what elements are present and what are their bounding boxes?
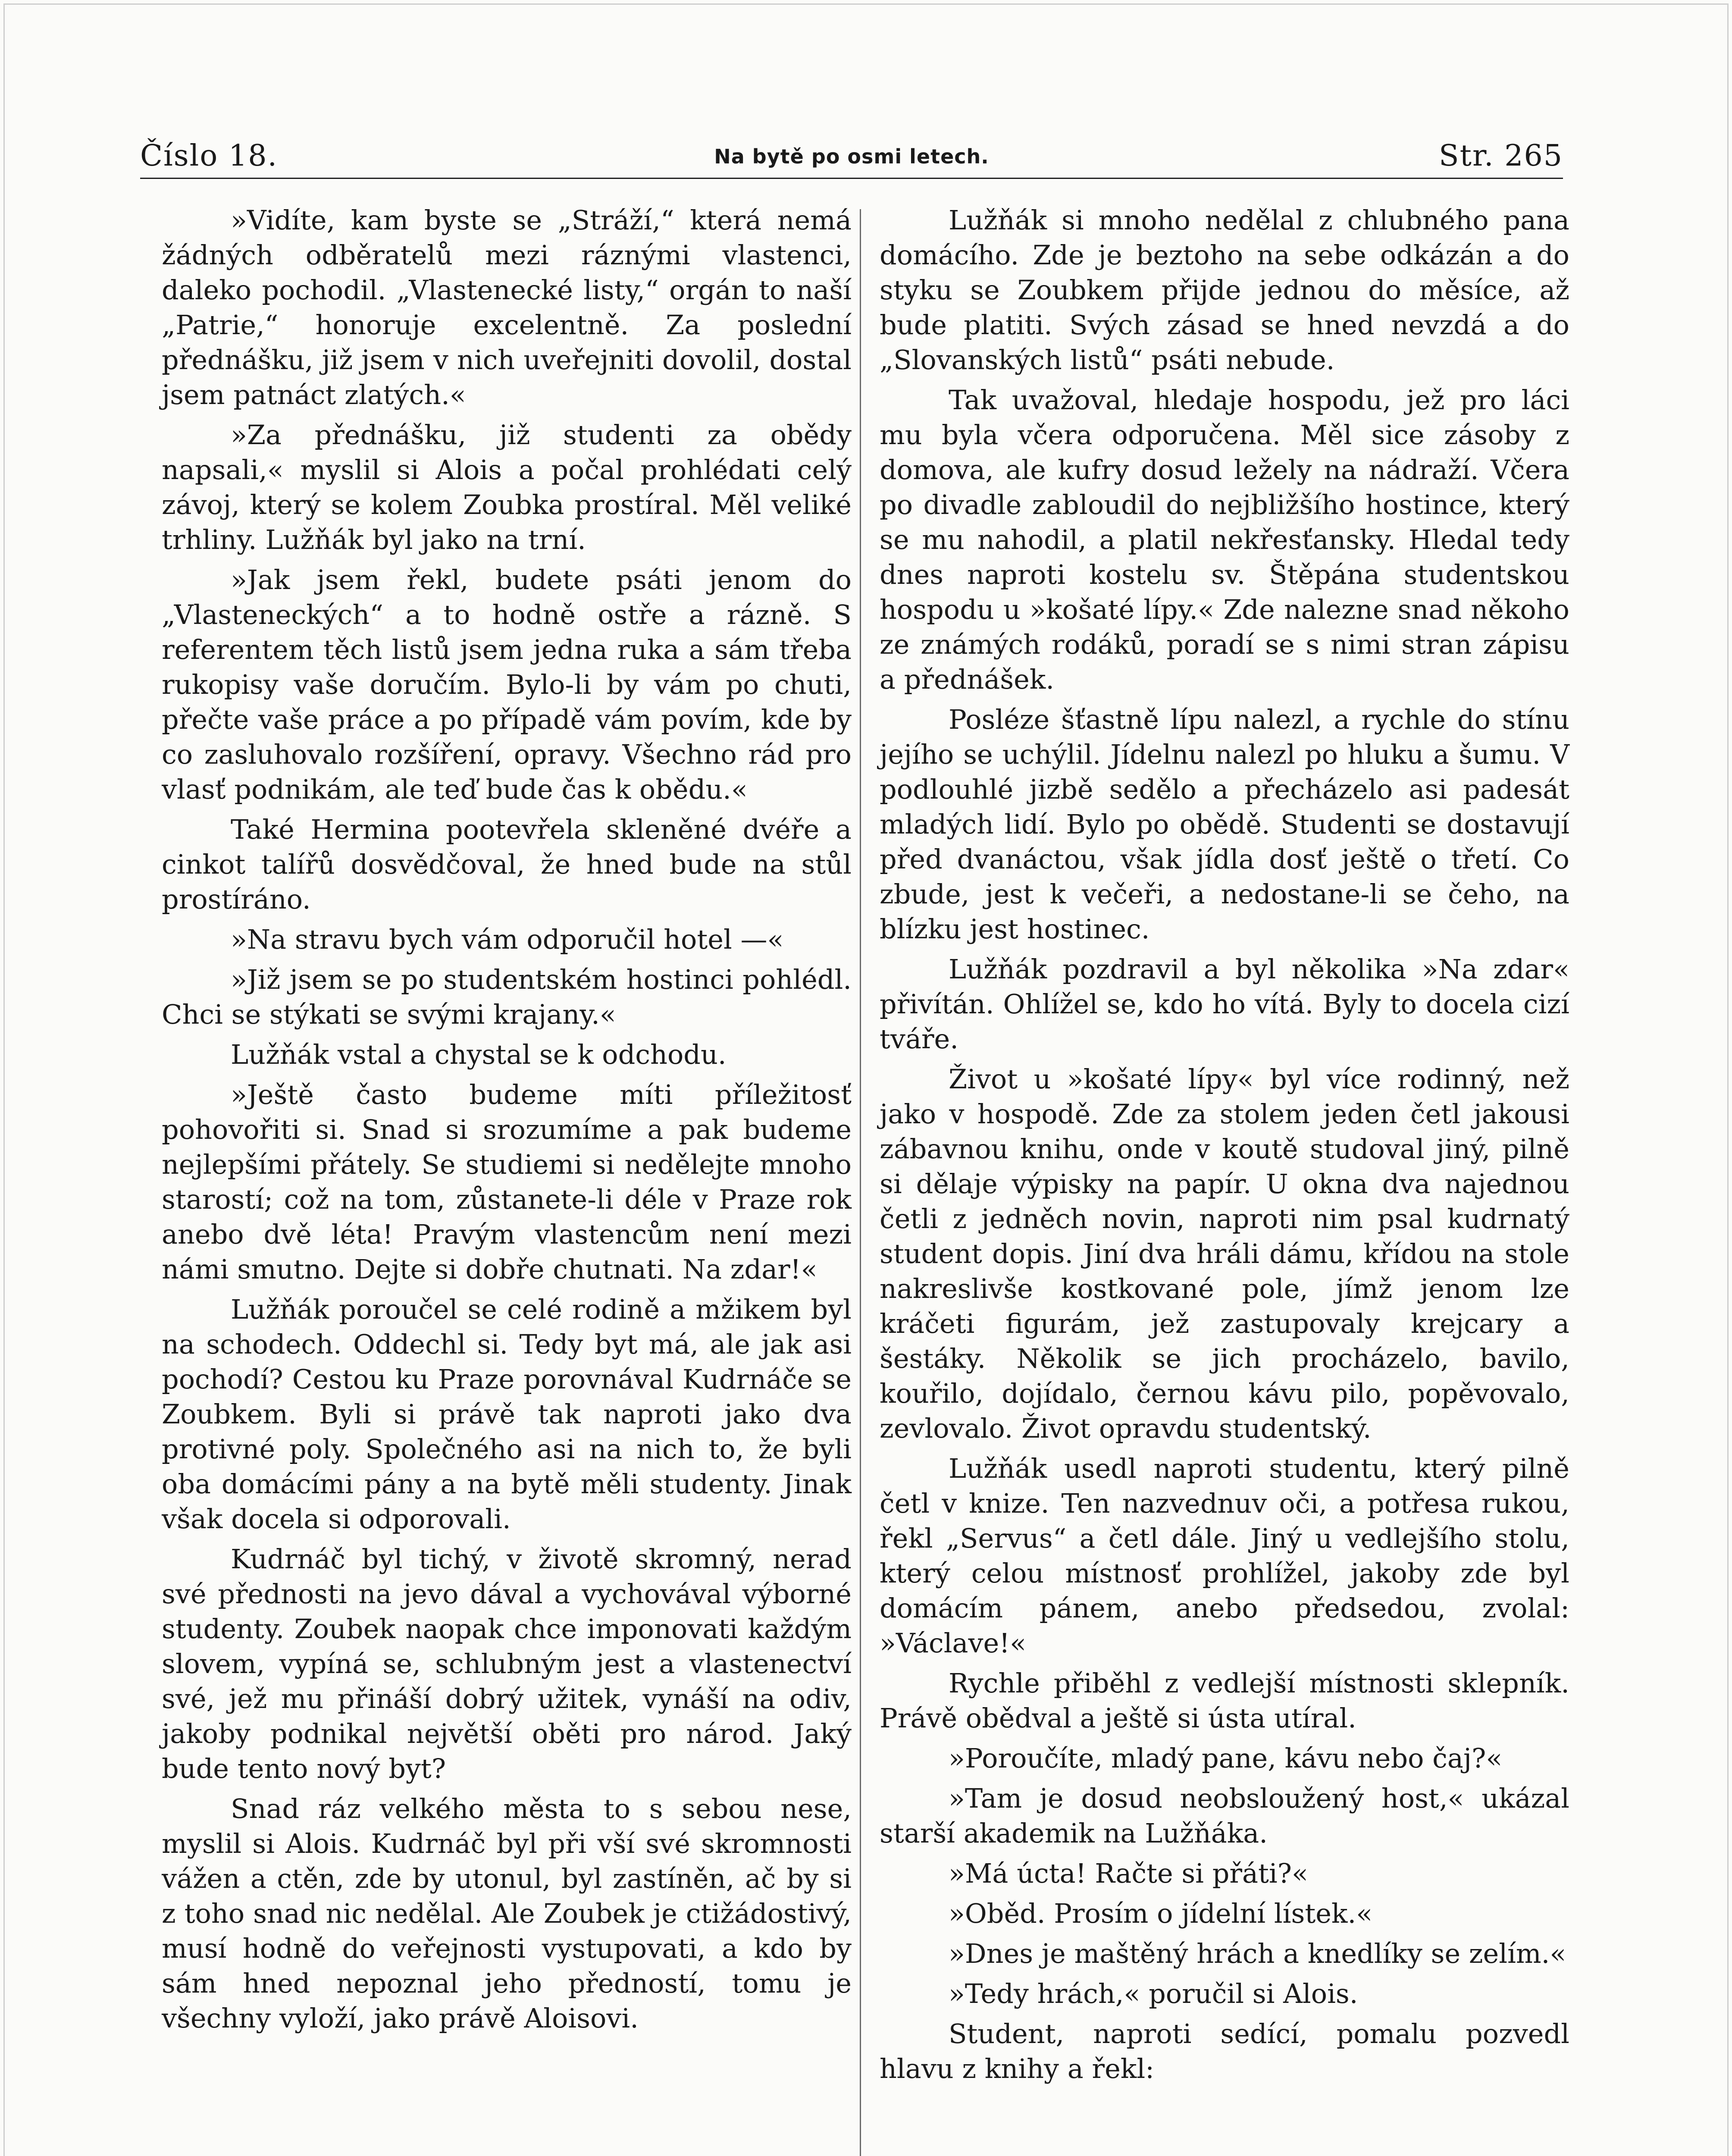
paragraph: Lužňák vstal a chystal se k odchodu. [231,1039,727,1070]
paragraph: »Jak jsem řekl, budete psáti jenom do „Vlasteneckých“ a to hodně ostře a rázně. S referentem těch listů jsem jedna ruka a sám třeba rukopisy vaše doručím. Bylo-li by vám po chuti, přečte vaše práce a po případě vám povím, kde by co zasluhovalo rozšíření, opravy. Všechno rád pro vlasť podnikám, ale teď bude čas k obědu.« [162,564,852,805]
paragraph: »Dnes je maštěný hrách a knedlíky se zelím.« [949,1938,1566,1969]
running-title: Na bytě po osmi letech. [714,145,989,168]
paragraph: Student, naproti sedící, pomalu pozvedl hlavu z knihy a řekl: [880,2018,1569,2084]
paragraph: Lužňák si mnoho nedělal z chlubného pana domácího. Zde je beztoho na sebe odkázán a do styku se Zoubkem přijde jednou do měsíce, až bude platiti. Svých zásad se hned nevzdá a do „Slovanských listů“ psáti nebude. [880,204,1569,376]
paragraph: Lužňák poroučel se celé rodině a mžikem byl na schodech. Oddechl si. Tedy byt má, ale jak asi pochodí? Cestou ku Praze porovnával Kudrnáče se Zoubkem. Byli si právě tak naproti jako dva protivné poly. Společného asi na nich to, že byli oba domácími pány a na bytě měli studenty. Jinak však docela si odporovali. [162,1294,852,1535]
paragraph: »Vidíte, kam byste se „Stráží,“ která nemá žádných odběratelů mezi ráznými vlastenci, daleko pochodil. „Vlastenecké listy,“ orgán to naší „Patrie,“ honoruje excelentně. Za poslední přednášku, již jsem v nich uveřejniti dovolil, dostal jsem patnáct zlatých.« [162,204,852,411]
paragraph: »Oběd. Prosím o jídelní lístek.« [949,1898,1373,1929]
paragraph: »Již jsem se po studentském hostinci pohlédl. Chci se stýkati se svými krajany.« [162,964,852,1030]
running-header [140,139,1563,178]
paragraph: Život u »košaté lípy« byl více rodinný, než jako v hospodě. Zde za stolem jeden četl jakousi zábavnou knihu, onde v koutě studoval jiný, pilně si dělaje výpisky na papír. U okna dva najednou četli z jedněch novin, naproti nim psal kudrnatý student dopis. Jiní dva hráli dámu, křídou na stole nakreslivše kostkované pole, jímž jenom lze kráčeti figurám, jež zastupovaly krejcary a šestáky. Několik se jich procházelo, bavilo, kouřilo, dojídalo, černou kávu pilo, popěvovalo, zevlovalo. Život opravdu studentský. [880,1063,1569,1444]
paragraph: »Tam je dosud neobsloužený host,« ukázal starší akademik na Lužňáka. [880,1783,1569,1849]
issue-number: Číslo 18. [140,139,278,173]
paragraph: »Poroučíte, mladý pane, kávu nebo čaj?« [949,1742,1503,1774]
left-column [162,203,852,2036]
paragraph: »Na stravu bych vám odporučil hotel —« [231,924,784,955]
paragraph: »Má úcta! Račte si přáti?« [949,1858,1308,1889]
paragraph: Rychle přiběhl z vedlejší místnosti sklepník. Právě obědval a ještě si ústa utíral. [880,1667,1569,1734]
column-divider [860,209,861,2156]
header-rule [140,178,1563,179]
right-column [880,203,1569,2086]
paragraph: »Ještě často budeme míti příležitosť pohovořiti si. Snad si srozumíme a pak budeme nejlepšími přátely. Se studiemi si nedělejte mnoho starostí; což na tom, zůstanete-li déle v Praze rok anebo dvě léta! Pravým vlastencům není mezi námi smutno. Dejte si dobře chutnati. Na zdar!« [162,1079,852,1285]
paragraph: Lužňák usedl naproti studentu, který pilně četl v knize. Ten nazvednuv oči, a potřesa rukou, řekl „Servus“ a četl dále. Jiný u vedlejšího stolu, který celou místnosť prohlížel, jakoby zde byl domácím pánem, anebo předsedou, zvolal: »Václave!« [880,1453,1569,1659]
paragraph: Lužňák pozdravil a byl několika »Na zdar« přivítán. Ohlížel se, kdo ho vítá. Byly to docela cizí tváře. [880,953,1569,1055]
paragraph: Snad ráz velkého města to s sebou nese, myslil si Alois. Kudrnáč byl při vší své skromnosti vážen a ctěn, zde by utonul, byl zastíněn, ač by si z toho snad nic nedělal. Ale Zoubek je ctižádostivý, musí hodně do veřejnosti vystupovati, a kdo by sám hned nepoznal jeho předností, tomu je všechny vyloží, jako právě Aloisovi. [162,1793,852,2034]
paragraph: Kudrnáč byl tichý, v životě skromný, nerad své přednosti na jevo dával a vychovával výborné studenty. Zoubek naopak chce imponovati každým slovem, vypíná se, schlubným jest a vlastenectví své, jež mu přináší dobrý užitek, vynáší na odiv, jakoby podnikal největší oběti pro národ. Jaký bude tento nový byt? [162,1543,852,1784]
paragraph: Tak uvažoval, hledaje hospodu, jež pro láci mu byla včera odporučena. Měl sice zásoby z domova, ale kufry dosud ležely na nádraží. Včera po divadle zabloudil do nejbližšího hostince, který se mu nahodil, a platil nekřesťansky. Hledal tedy dnes naproti kostelu sv. Štěpána studentskou hospodu u »košaté lípy.« Zde nalezne snad někoho ze známých rodáků, poradí se s nimi stran zápisu a přednášek. [880,384,1569,695]
paragraph: »Tedy hrách,« poručil si Alois. [949,1978,1358,2009]
page-number: Str. 265 [1439,139,1563,173]
paragraph: Posléze šťastně lípu nalezl, a rychle do stínu jejího se uchýlil. Jídelnu nalezl po hluku a šumu. V podlouhlé jizbě sedělo a přecházelo asi padesát mladých lidí. Bylo po obědě. Studenti se dostavují před dvanáctou, však jídla dosť ještě o třetí. Co zbude, jest k večeři, a nedostane-li se čeho, na blízku jest hostinec. [880,704,1569,945]
paragraph: Také Hermina pootevřela skleněné dvéře a cinkot talířů dosvědčoval, že hned bude na stůl prostíráno. [162,814,852,915]
paragraph: »Za přednášku, již studenti za obědy napsali,« myslil si Alois a počal prohlédati celý závoj, který se kolem Zoubka prostíral. Měl veliké trhliny. Lužňák byl jako na trní. [162,419,852,555]
